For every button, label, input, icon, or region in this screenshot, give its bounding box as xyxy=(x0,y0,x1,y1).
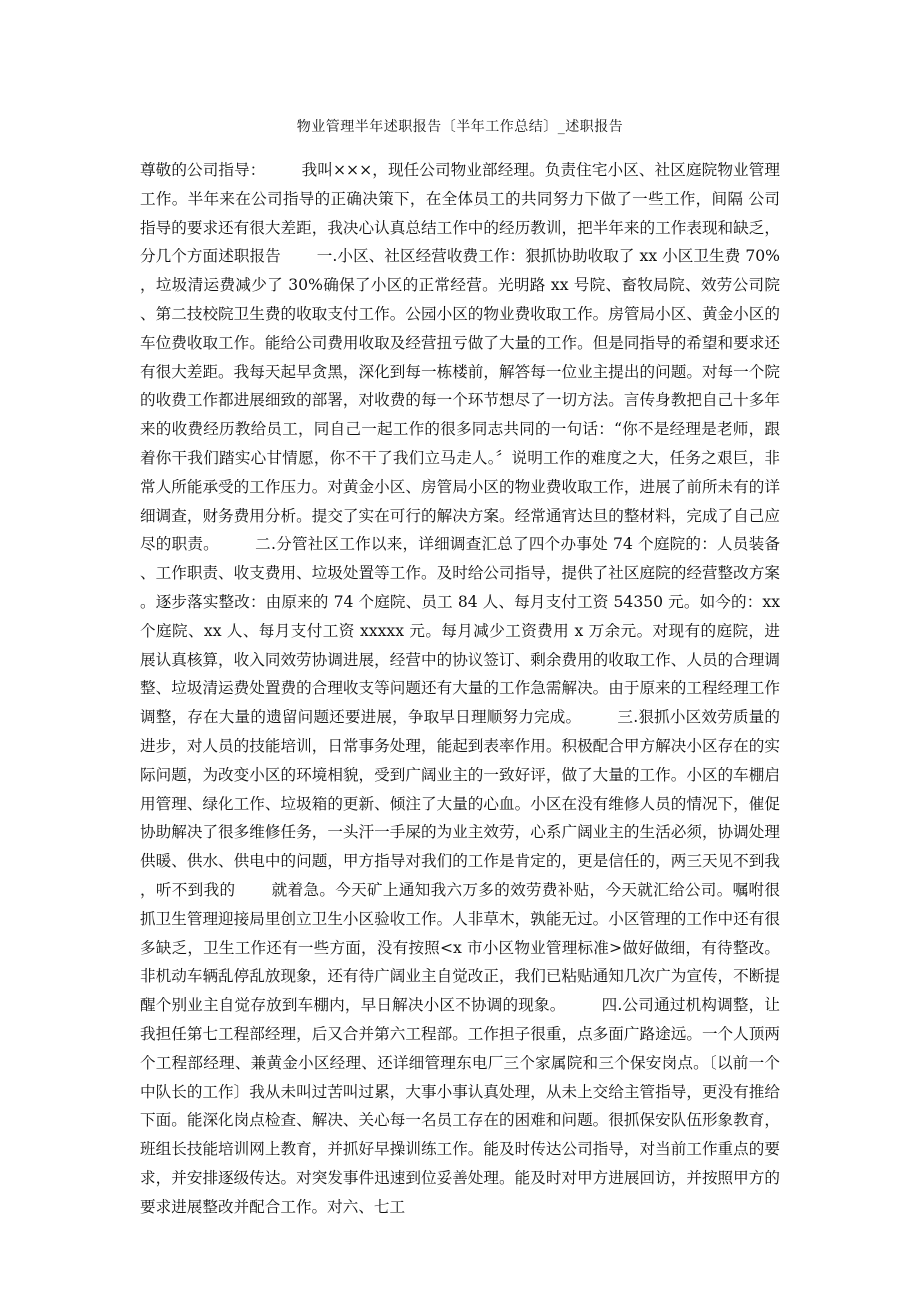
paragraph-section-4: 四.公司通过机构调整，让我担任第七工程部经理，后又合并第六工程部。工作担子很重，点多面广路途远。一个人顶两个工程部经理、兼黄金小区经理、还详细管理东电厂三个家属院和三个保安岗点。〔以前一个中队长的工作〕我从未叫过苦叫过累，大事小事认真处理，从未上交给主管指导，更没有推给下面。能深化岗点检查、解决、关心每一名员工存在的困难和问题。很抓保安队伍形象教育，班组长技能培训网上教育，并抓好早操训练工作。能及时传达公司指导，对当前工作重点的要求，并安排逐级传达。对突发事件迅速到位妥善处理。能及时对甲方进展回访，并按照甲方的要求进展整改并配合工作。对六、七工 xyxy=(140,996,780,1216)
paragraph-intro: 我叫×××，现任公司物业部经理。负责住宅小区、社区庭院物业管理工作。半年来在公司指导的正确决策下，在全体员工的共同努力下做了一些工作，间隔 公司指导的要求还有很大差距，我决心认真总结工作中的经历教训，把半年来的工作表现和缺乏，分几个方面述职报告 xyxy=(140,161,780,266)
paragraph-section-3b: 就着急。今天矿上通知我六万多的效劳费补贴，今天就汇给公司。嘱咐很抓卫生管理迎接局里创立卫生小区验收工作。人非草木，孰能无过。小区管理的工作中还有很多缺乏，卫生工作还有一些方面，没有按照<x 市小区物业管理标准>做好做细，有待整改。非机动车辆乱停乱放现象，还有待广阔业主自觉改正，我们已粘贴通知几次广为宣传，不断提醒个别业主自觉存放到车棚内，早日解决小区不协调的现象。 xyxy=(140,880,780,1015)
document-title: 物业管理半年述职报告〔半年工作总结〕_述职报告 xyxy=(296,119,624,135)
document-body xyxy=(140,156,780,1221)
paragraph-section-3a: 三.狠抓小区效劳质量的进步，对人员的技能培训，日常事务处理，能起到表率作用。积极配合甲方解决小区存在的实际问题，为改变小区的环境相貌，受到广阔业主的一致好评，做了大量的工作。小区的车棚启用管理、绿化工作、垃圾箱的更新、倾注了大量的心血。小区在没有维修人员的情况下，催促协助解决了很多维修任务，一头汗一手屎的为业主效劳，心系广阔业主的生活必须，协调处理供暖、供水、供电中的问题，甲方指导对我们的工作是肯定的，更是信任的，两三天见不到我，听不到我的 xyxy=(140,708,780,899)
paragraph-section-2: 二.分管社区工作以来，详细调查汇总了四个办事处 74 个庭院的：人员装备、工作职责、收支费用、垃圾处置等工作。及时给公司指导，提供了社区庭院的经营整改方案。逐步落实整改：由原来的 74 个庭院、员工 84 人、每月支付工资 54350 元。如今的：xx 个庭院、xx 人、每月支付工资 xxxxx 元。每月减少工资费用 x 万余元。对现有的庭院，进展认真核算，收入同效劳协调进展，经营中的协议签订、剩余费用的收取工作、人员的合理调整、垃圾清运费处置费的合理收支等问题还有大量的工作急需解决。由于原来的工程经理工作调整，存在大量的遗留问题还要进展，争取早日理顺努力完成。 xyxy=(140,535,780,727)
paragraph-section-1: 一.小区、社区经营收费工作：狠抓协助收取了 xx 小区卫生费 70%，垃圾清运费减少了 30%确保了小区的正常经营。光明路 xx 号院、畜牧局院、效劳公司院、第二技校院卫生费的收取支付工作。公园小区的物业费收取工作。房管局小区、黄金小区的车位费收取工作。能给公司费用收取及经营扭亏做了大量的工作。但是同指导的希望和要求还有很大差距。我每天起早贪黑，深化到每一栋楼前，解答每一位业主提出的问题。对每一个院的收费工作都进展细致的部署，对收费的每一个环节想尽了一切方法。言传身教把自己十多年来的收费经历教给员工，同自己一起工作的很多同志共同的一句话：“你不是经理是老师，跟着你干我们踏实心甘情愿，你不干了我们立马走人。〞说明工作的难度之大，任务之艰巨，非常人所能承受的工作压力。对黄金小区、房管局小区的物业费收取工作，进展了前所未有的详细调查，财务费用分析。提交了实在可行的解决方案。经常通宵达旦的整材料，完成了自己应尽的职责。 xyxy=(140,247,780,554)
salutation: 尊敬的公司指导： xyxy=(140,161,266,179)
